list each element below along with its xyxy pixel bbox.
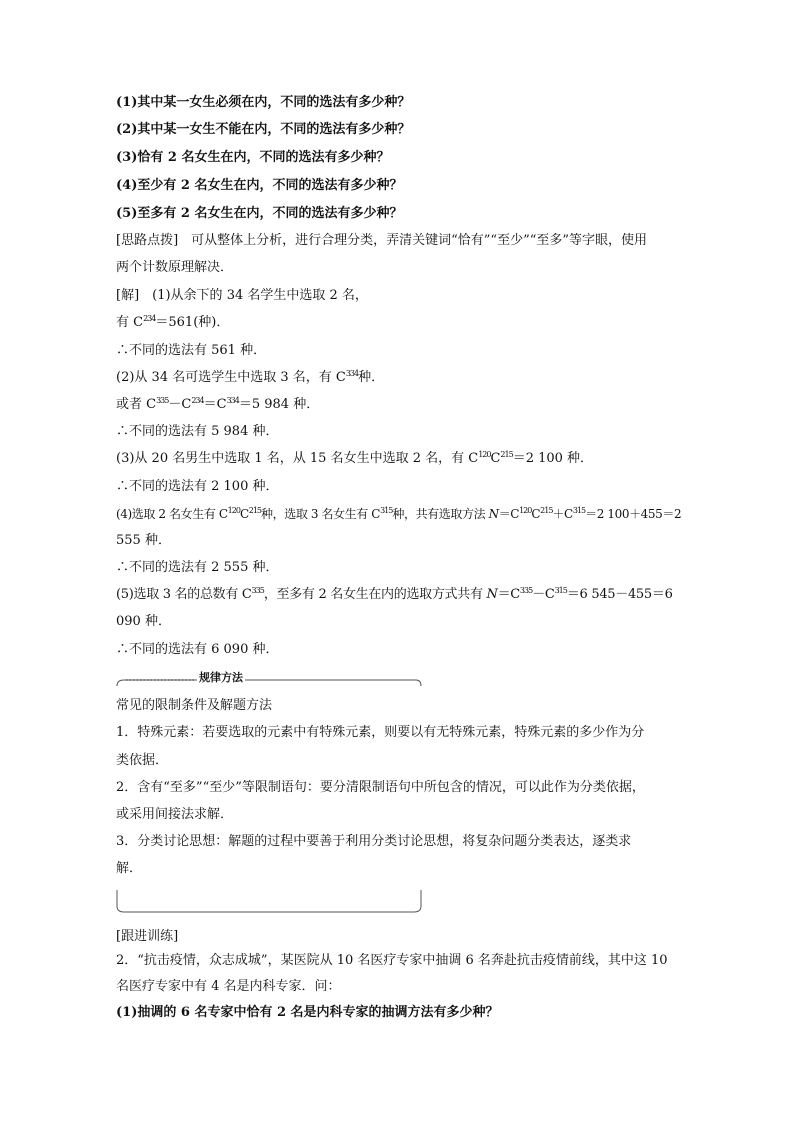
method-box-bottom-border (116, 890, 422, 914)
solution-line-1: [解] (1)从余下的 34 名学生中选取 2 名， (116, 288, 368, 303)
method-box-top-border (116, 672, 422, 686)
method-point-3a: 3．分类讨论思想：解题的过程中要善于利用分类讨论思想，将复杂问题分类表达，逐类求 (116, 834, 632, 849)
solution-line-5 (116, 396, 319, 415)
solution-line-7 (116, 450, 593, 469)
combination-superscript: 120 (519, 506, 532, 515)
method-point-3b: 解． (116, 861, 143, 876)
text: 种． (358, 370, 385, 385)
text: (2)从 34 名可选学生中选取 3 名，有 C (116, 370, 346, 385)
method-point-2b: 或采用间接法求解． (116, 807, 234, 822)
text: (4)选取 2 名女生有 C (116, 507, 228, 521)
combination-superscript: 234 (143, 314, 156, 323)
combination-superscript: 315 (554, 586, 567, 595)
combination-superscript: 120 (478, 450, 491, 459)
combination-superscript: 234 (191, 396, 204, 405)
text: ，至多有 2 名女生在内的选取方式共有 (263, 587, 487, 602)
text: －C (168, 397, 192, 412)
combination-superscript: 215 (248, 506, 262, 515)
hint-line-2: 两个计数原理解决． (116, 260, 234, 275)
combination-superscript: 215 (540, 506, 553, 515)
text: (3)从 20 名男生中选取 1 名，从 15 名女生中选取 2 名，有 C (116, 451, 479, 466)
text: ＋C (552, 507, 573, 521)
text: C (490, 451, 501, 466)
solution-line-13: 090 种． (116, 614, 171, 629)
text: (5)选取 3 名的总数有 C (116, 587, 252, 602)
solution-line-12 (116, 586, 673, 605)
text: ＝2 100＋455＝2 (585, 507, 682, 521)
text: ＝C (498, 507, 520, 521)
combination-superscript: 335 (156, 396, 169, 405)
solution-line-4 (116, 369, 384, 388)
text: ＝C (497, 587, 520, 602)
text: ＝561(种)． (155, 315, 230, 330)
solution-line-10: 555 种． (116, 533, 171, 548)
text: ＝2 100 种． (512, 451, 594, 466)
text: ＝5 984 种． (238, 397, 320, 412)
text: C (531, 507, 541, 521)
solution-line-2 (116, 314, 229, 333)
text: 有 C (116, 315, 144, 330)
practice-problem-line-2: 名医疗专家中有 4 名是内科专家．问： (116, 979, 341, 994)
solution-line-9 (116, 505, 681, 525)
solution-line-14: ∴不同的选法有 6 090 种． (116, 642, 279, 657)
method-point-1b: 类依据． (116, 753, 169, 768)
text: ＝C (203, 397, 227, 412)
text: 或者 C (116, 397, 157, 412)
question-3: (3)恰有 2 名女生在内，不同的选法有多少种？ (116, 150, 390, 165)
text: C (239, 507, 249, 521)
method-box-title: 规律方法 (199, 671, 243, 684)
variable-n: N (488, 507, 499, 521)
question-5: (5)至多有 2 名女生在内，不同的选法有多少种？ (116, 206, 403, 221)
method-point-2a: 2．含有“至多”“至少”等限制语句：要分清限制语句中所包含的情况，可以此作为分类依据， (116, 780, 645, 795)
combination-superscript: 334 (345, 369, 359, 378)
combination-superscript: 335 (251, 586, 264, 595)
text: 种，共有选取方法 (392, 507, 489, 521)
combination-superscript: 335 (519, 586, 533, 595)
question-4: (4)至少有 2 名女生在内，不同的选法有多少种？ (116, 178, 403, 193)
combination-superscript: 334 (226, 396, 239, 405)
text: ＝6 545－455＝6 (566, 587, 673, 602)
solution-line-8: ∴不同的选法有 2 100 种． (116, 479, 279, 494)
method-point-1a: 1．特殊元素：若要选取的元素中有特殊元素，则要以有无特殊元素，特殊元素的多少作为分 (116, 725, 645, 740)
method-heading: 常见的限制条件及解题方法 (116, 698, 273, 713)
variable-n: N (486, 587, 498, 602)
solution-line-6: ∴不同的选法有 5 984 种． (116, 424, 279, 439)
practice-label: [跟进训练] (116, 929, 179, 944)
practice-problem-line-1: 2．“抗击疫情，众志成城”，某医院从 10 名医疗专家中抽调 6 名奔赴抗击疫情前线，其中这 10 (116, 953, 668, 968)
combination-superscript: 315 (380, 506, 393, 515)
combination-superscript: 215 (500, 450, 513, 459)
combination-superscript: 315 (572, 506, 586, 515)
practice-question-1: (1)抽调的 6 名专家中恰有 2 名是内科专家的抽调方法有多少种？ (116, 1005, 499, 1020)
text: －C (532, 587, 555, 602)
combination-superscript: 120 (227, 506, 240, 515)
hint-line-1: [思路点拨] 可从整体上分析，进行合理分类，弄清关键词“恰有”“至少”“至多”等字眼，使用 (116, 233, 648, 248)
question-1: (1)其中某一女生必须在内，不同的选法有多少种？ (116, 95, 411, 110)
text: 种，选取 3 名女生有 C (261, 507, 381, 521)
solution-line-11: ∴不同的选法有 2 555 种． (116, 560, 279, 575)
solution-line-3: ∴不同的选法有 561 种． (116, 343, 267, 358)
question-2: (2)其中某一女生不能在内，不同的选法有多少种？ (116, 122, 411, 137)
